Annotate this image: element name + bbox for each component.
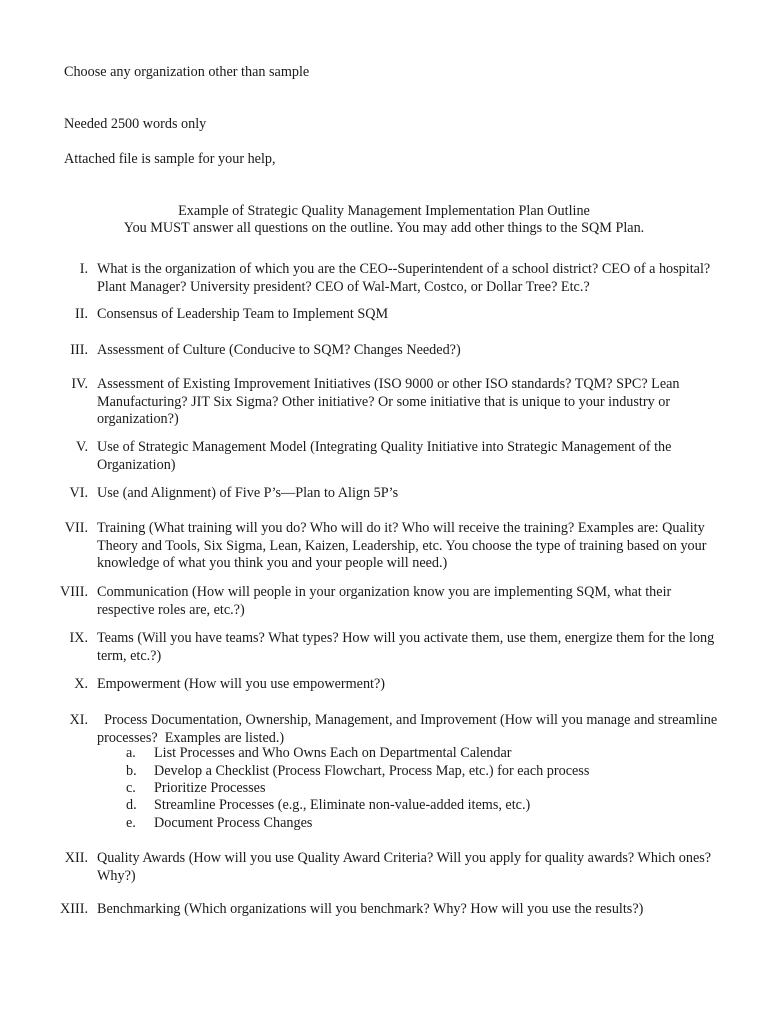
subitem-letter: c. [126,780,136,796]
item-number: XI. [69,712,88,728]
item-number: IV. [71,376,88,392]
intro-line-2: Needed 2500 words only [64,116,207,132]
intro-line-1: Choose any organization other than sample [64,64,310,80]
intro-line-3: Attached file is sample for your help, [64,151,276,167]
item-number: VII. [64,520,88,536]
item-text: Training (What training will you do? Who will do it? Who will receive the training? Examples are: Quality Theory and Tools, Six Sigma, Lean, Kaizen, Leadership, etc. You choose the type of training based on your knowledge of what you think you and your people will need.) [97,520,707,571]
subitem-letter: b. [126,763,137,779]
item-text: Use of Strategic Management Model (Integrating Quality Initiative into Strategic Management of the Organization) [97,439,672,473]
subitem-text: List Processes and Who Owns Each on Departmental Calendar [154,745,512,761]
item-text: Use (and Alignment) of Five P’s—Plan to Align 5P’s [97,485,399,501]
item-number: IX. [69,630,88,646]
subitem-text: Prioritize Processes [154,780,266,796]
item-number: X. [74,676,88,692]
item-number: XIII. [60,901,88,917]
item-text: Assessment of Existing Improvement Initiatives (ISO 9000 or other ISO standards? TQM? SPC? Lean Manufacturing? JIT Six Sigma? Other initiative? Or some initiative that is unique to your industry or organization?) [97,376,680,427]
subitem-letter: d. [126,797,137,813]
subitem-letter: e. [126,815,136,831]
item-number: V. [76,439,88,455]
subitem-letter: a. [126,745,136,761]
item-number: XII. [64,850,88,866]
item-text: Communication (How will people in your organization know you are implementing SQM, what their respective roles are, etc.?) [97,584,672,618]
outline-title: Example of Strategic Quality Management Implementation Plan Outline [178,203,590,219]
subitem-text: Document Process Changes [154,815,313,831]
item-text: Consensus of Leadership Team to Implement SQM [97,306,389,322]
item-number: VI. [69,485,88,501]
subitem-text: Develop a Checklist (Process Flowchart, Process Map, etc.) for each process [154,763,590,779]
item-number: I. [79,261,88,277]
item-text: What is the organization of which you are the CEO--Superintendent of a school district? CEO of a hospital? Plant Manager? University president? CEO of Wal-Mart, Costco, or Dollar Tree? Etc.? [97,261,711,295]
item-number: III. [70,342,88,358]
item-text: Quality Awards (How will you use Quality Award Criteria? Will you apply for quality awards? Which ones? Why?) [97,850,712,884]
item-number: VIII. [60,584,88,600]
item-text: Empowerment (How will you use empowerment?) [97,676,386,692]
item-text: Benchmarking (Which organizations will you benchmark? Why? How will you use the results?) [97,901,644,917]
outline-subtitle: You MUST answer all questions on the outline. You may add other things to the SQM Plan. [123,220,645,236]
item-text: Teams (Will you have teams? What types? How will you activate them, use them, energize them for the long term, etc.?) [97,630,715,664]
subitem-text: Streamline Processes (e.g., Eliminate non-value-added items, etc.) [154,797,531,813]
item-text: Assessment of Culture (Conducive to SQM? Changes Needed?) [97,342,461,358]
item-number: II. [75,306,88,322]
item-text: Process Documentation, Ownership, Management, and Improvement (How will you manage and streamline processes? Examples are listed.) [97,712,721,746]
